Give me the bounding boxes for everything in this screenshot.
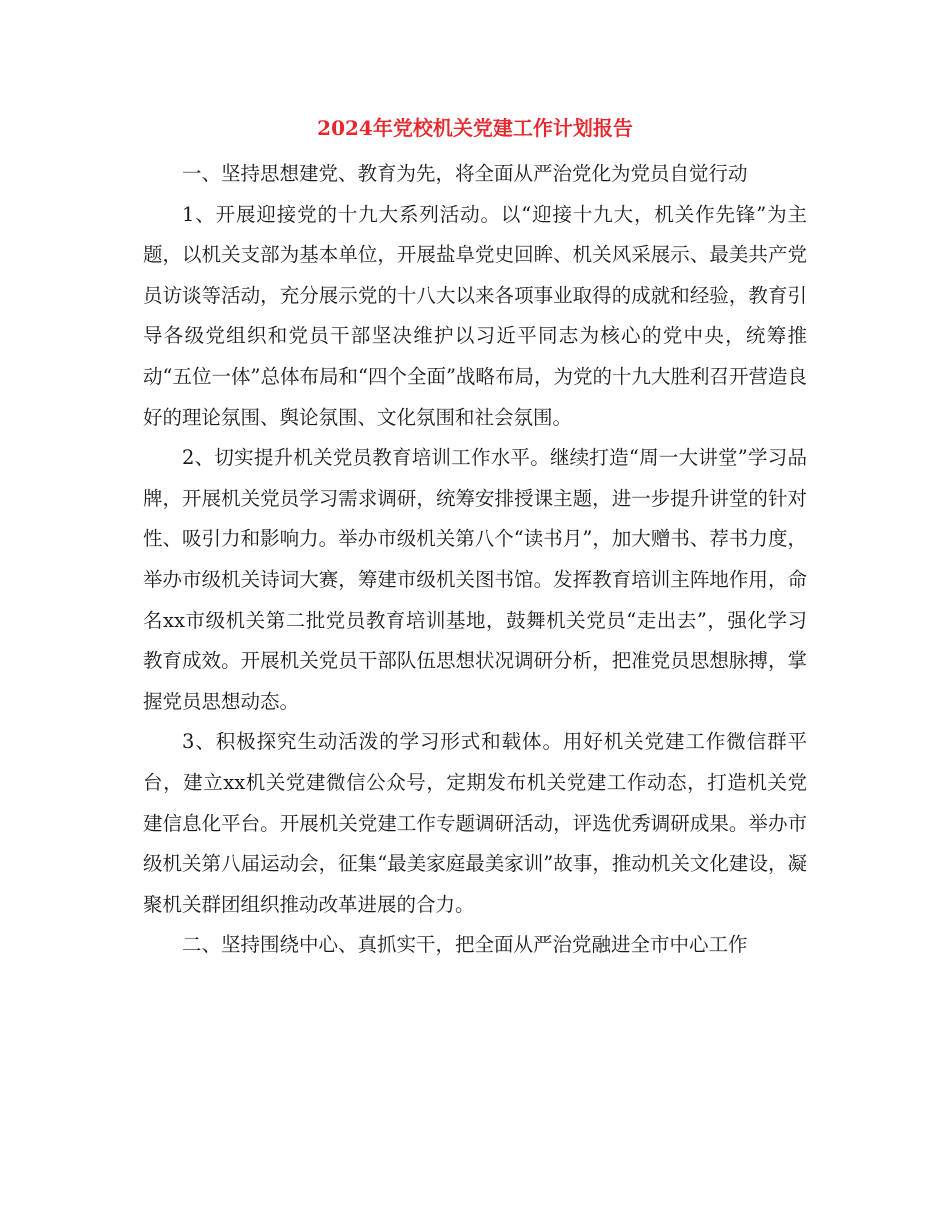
- document-title: 2024年党校机关党建工作计划报告: [317, 116, 633, 140]
- paragraph-item-3: 3、积极探究生动活泼的学习形式和载体。用好机关党建工作微信群平台，建立xx机关党建微信公众号，定期发布机关党建工作动态，打造机关党建信息化平台。开展机关党建工作专题调研活动，评选优秀调研成果。举办市级机关第八届运动会，征集“最美家庭最美家训”故事，推动机关文化建设，凝聚机关群团组织推动改革进展的合力。: [143, 730, 807, 916]
- paragraph-item-2: 2、切实提升机关党员教育培训工作水平。继续打造“周一大讲堂”学习品牌，开展机关党员学习需求调研，统筹安排授课主题，进一步提升讲堂的针对性、吸引力和影响力。举办市级机关第八个“读书月”，加大赠书、荐书力度，举办市级机关诗词大赛，筹建市级机关图书馆。发挥教育培训主阵地作用，命名xx市级机关第二批党员教育培训基地，鼓舞机关党员“走出去”，强化学习教育成效。开展机关党员干部队伍思想状况调研分析，把准党员思想脉搏，掌握党员思想动态。: [143, 446, 807, 713]
- section-heading-2: 二、坚持围绕中心、真抓实干，把全面从严治党融进全市中心工作: [182, 933, 748, 957]
- paragraph-item-1: 1、开展迎接党的十九大系列活动。以“迎接十九大，机关作先锋”为主题，以机关支部为基本单位，开展盐阜党史回眸、机关风采展示、最美共产党员访谈等活动，充分展示党的十八大以来各项事业取得的成就和经验，教育引导各级党组织和党员干部坚决维护以习近平同志为核心的党中央，统筹推动“五位一体”总体布局和“四个全面”战略布局，为党的十九大胜利召开营造良好的理论氛围、舆论氛围、文化氛围和社会氛围。: [143, 202, 807, 429]
- document-body: [143, 154, 807, 966]
- section-heading-1: 一、坚持思想建党、教育为先，将全面从严治党化为党员自觉行动: [182, 162, 748, 185]
